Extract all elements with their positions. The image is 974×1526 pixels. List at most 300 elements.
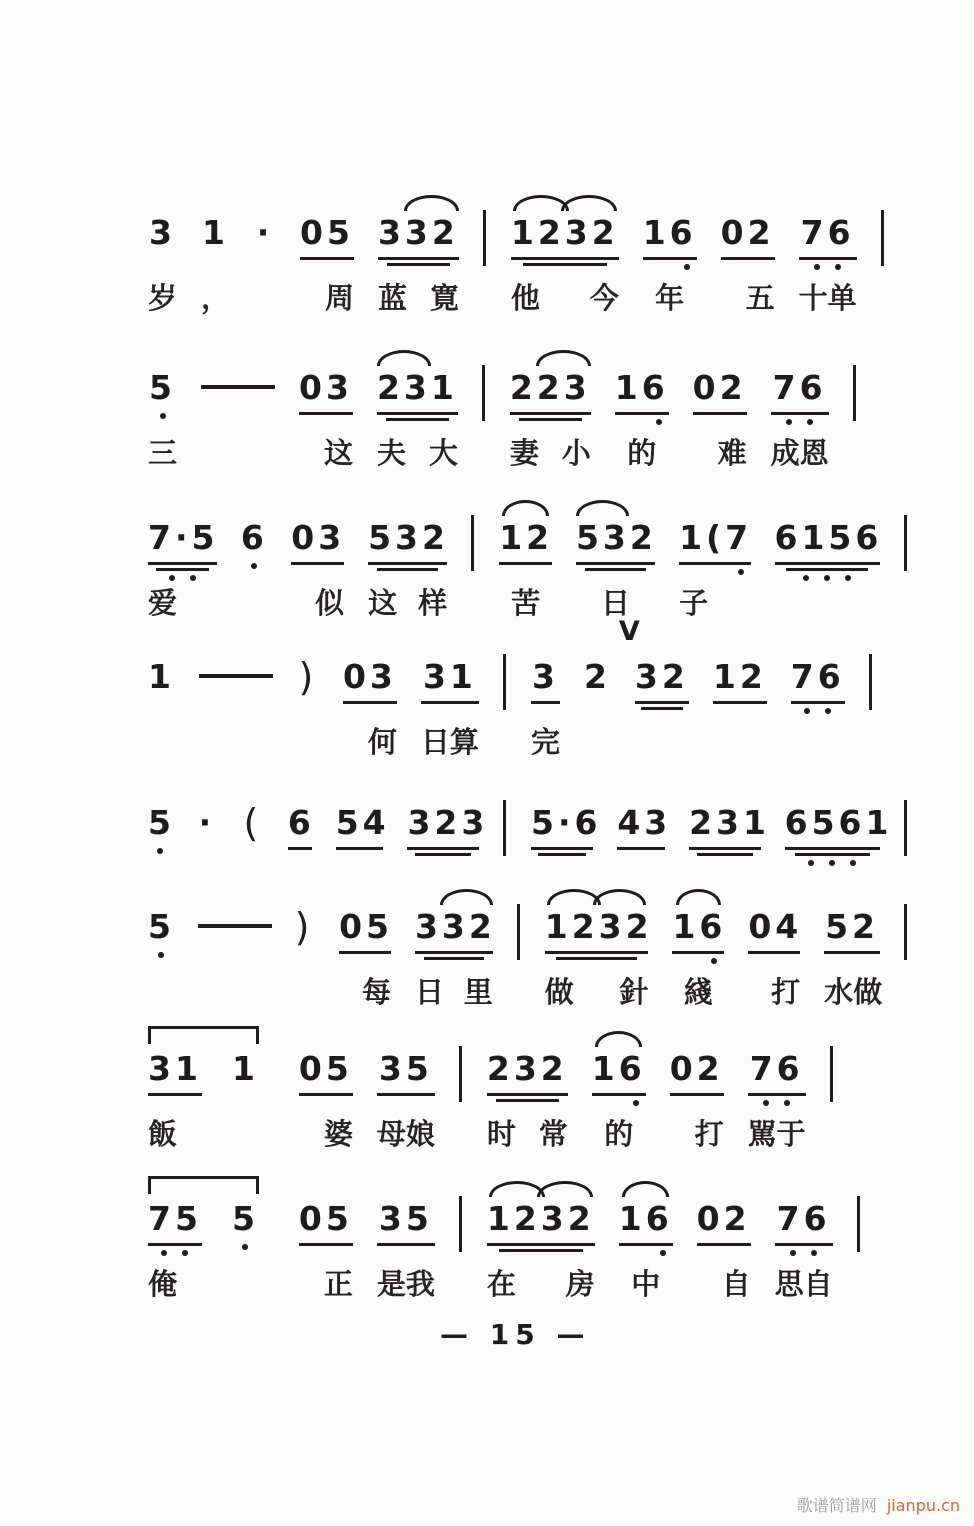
arc-zone: [775, 491, 881, 517]
octave-dot: [803, 575, 809, 581]
octave-dots: [643, 264, 697, 270]
lyric-char: 是: [376, 1267, 406, 1301]
beam-underline: [288, 847, 312, 850]
note-decorations: [531, 844, 593, 866]
beam-underline: [643, 257, 697, 260]
note-decorations: [232, 1240, 259, 1262]
note-digits: 16: [618, 1199, 673, 1238]
note-digits: 31: [422, 657, 477, 696]
arc-zone: [291, 491, 344, 517]
arc-zone: [499, 491, 552, 517]
note-token: [300, 186, 354, 315]
watermark-site-url[interactable]: jianpu.cn: [886, 1496, 960, 1515]
beam-underline: [748, 1093, 806, 1096]
octave-dot: [169, 575, 175, 581]
arc-zone: [511, 186, 619, 212]
note-digits: 5: [148, 803, 175, 842]
bar-cell: [459, 1022, 463, 1102]
note-decorations: [421, 698, 479, 720]
lyric-char: 娘: [405, 1117, 435, 1151]
octave-dot: [804, 708, 810, 714]
octave-dot: [763, 1100, 769, 1106]
note-token: [670, 1022, 724, 1151]
lyric-char: 年: [655, 281, 685, 315]
note-digits: 232: [486, 1049, 568, 1088]
note-decorations: [201, 254, 230, 276]
arc-zone: [148, 1022, 259, 1048]
lyric-char: 房: [565, 1267, 595, 1301]
lyric-text: [721, 281, 775, 315]
lyric-char: 駡: [747, 1117, 777, 1151]
note-digits: 76: [772, 368, 827, 407]
arc-zone: [785, 776, 880, 802]
note-token: [299, 1172, 353, 1301]
duration-dash: [201, 385, 275, 389]
music-system-7: [148, 1022, 908, 1151]
note-token: [748, 1022, 806, 1151]
lyric-char: 三: [148, 436, 178, 470]
note-token: [201, 186, 230, 315]
beam-underline: [336, 847, 384, 850]
beam-underline: [499, 562, 552, 565]
bar-cell: [483, 186, 487, 266]
lyric-text: [670, 1117, 724, 1151]
note-digits: 35: [378, 1199, 433, 1238]
note-decorations: [785, 844, 880, 866]
beam-underline: [377, 1243, 435, 1246]
arc-zone: [643, 186, 697, 212]
lyric-char: ，: [201, 281, 231, 315]
note-decorations: [672, 948, 724, 970]
octave-dot: [161, 1250, 167, 1256]
barline: [482, 365, 485, 421]
note-digits: 05: [339, 907, 394, 946]
lyric-text: [672, 975, 724, 1009]
lyric-char: 他: [510, 281, 540, 315]
lyric-text: [291, 586, 344, 620]
note-digits: 03: [342, 657, 397, 696]
beam-underline: [619, 1243, 673, 1246]
note-digits: 76: [776, 1199, 831, 1238]
note-digits: 43: [617, 803, 672, 842]
lyric-char: 水: [824, 975, 854, 1009]
beam-underline: [538, 853, 587, 856]
arc-zone: [748, 880, 800, 906]
octave-dot: [814, 264, 820, 270]
octave-dot: [825, 708, 831, 714]
beam-underline: [592, 1093, 646, 1096]
note-digits: 532: [368, 518, 449, 557]
octave-dot: [660, 1250, 666, 1256]
note-decorations: [241, 559, 267, 581]
lyric-text: [771, 436, 829, 470]
tie-bracket: [148, 1176, 259, 1194]
lyric-char: 日: [414, 975, 444, 1009]
lyric-char: 这: [323, 436, 353, 470]
octave-dot: [684, 264, 690, 270]
lyric-text: [576, 586, 655, 620]
arc-zone: [584, 630, 611, 656]
beam-underline: [693, 412, 747, 415]
octave-dot: [242, 1244, 248, 1250]
note-token: [619, 1172, 673, 1301]
beam-underline: [519, 418, 582, 421]
lyric-text: [643, 281, 697, 315]
arc-zone: [531, 776, 593, 802]
lyric-text: [511, 281, 619, 315]
note-digits: 7·5: [148, 518, 219, 557]
arc-zone: [592, 1022, 646, 1048]
barline: [881, 210, 884, 266]
dash-cell: [198, 880, 269, 928]
note-token: [148, 1048, 202, 1112]
note-digits: 6: [240, 518, 268, 557]
lyric-text: [299, 1267, 353, 1301]
note-decorations: [635, 698, 689, 720]
octave-dots: [241, 563, 267, 569]
barline: [459, 1196, 462, 1252]
beam-underline: [300, 257, 354, 260]
lyric-text: [531, 725, 560, 759]
octave-dots: [592, 1100, 646, 1106]
beam-underline: [791, 701, 845, 704]
music-system-3: [148, 491, 908, 620]
octave-dot: [811, 1250, 817, 1256]
arc-zone: [201, 186, 230, 212]
arc-zone: [196, 776, 218, 802]
bar-cell: [853, 341, 857, 421]
beam-underline: [785, 847, 880, 850]
tie-bracket: [148, 1026, 259, 1044]
lyric-char: 五: [745, 281, 775, 315]
arc-zone: [576, 491, 655, 517]
octave-dot: [790, 1250, 796, 1256]
note-token: [775, 491, 881, 581]
octave-dot: [738, 569, 744, 575]
octave-dot: [786, 419, 792, 425]
note-decorations: [148, 948, 174, 970]
note-decorations: [713, 698, 767, 720]
arc-zone: [487, 1022, 568, 1048]
note-token: [618, 616, 689, 720]
note-token: [293, 880, 315, 970]
beam-underline: [148, 562, 217, 565]
barline: [904, 800, 907, 856]
lyric-text: [300, 281, 354, 315]
arc-zone: [619, 1172, 673, 1198]
arc-zone: [824, 880, 880, 906]
note-decorations: [415, 948, 493, 970]
note-token: [339, 880, 394, 1009]
bar-cell: [830, 1022, 834, 1102]
note-token: [291, 491, 344, 620]
slur-arc: [593, 889, 647, 905]
beam-underline: [299, 1243, 353, 1246]
octave-dot: [808, 860, 814, 866]
note-digits: 5: [149, 368, 176, 407]
note-decorations: [679, 559, 750, 581]
beam-underline: [556, 957, 637, 960]
note-token: [148, 630, 175, 720]
beam-underline: [299, 412, 353, 415]
note-decorations: [531, 698, 560, 720]
bar-cell: [517, 880, 521, 960]
note-digits: 32: [634, 657, 689, 696]
octave-dots: [775, 575, 881, 581]
note-digits: 223: [509, 368, 591, 407]
beam-underline: [291, 562, 344, 565]
note-decorations: [510, 409, 591, 431]
lyric-text: [487, 1117, 568, 1151]
arc-zone: [487, 1172, 595, 1198]
note-digits: 54: [335, 803, 390, 842]
arc-zone: [721, 186, 775, 212]
lyric-char: 每: [361, 975, 391, 1009]
note-decorations: [407, 844, 479, 866]
lyric-text: [377, 436, 458, 470]
arc-zone: [148, 491, 217, 517]
lyric-char: 日: [420, 725, 450, 759]
bar-cell: [503, 776, 507, 856]
note-token: [576, 491, 655, 620]
arc-zone: [545, 880, 649, 906]
lyric-text: [619, 1267, 673, 1301]
lyric-char: 綫: [683, 975, 713, 1009]
arc-zone: [148, 880, 174, 906]
group-notes-row: [148, 1198, 259, 1262]
beam-underline: [697, 1243, 751, 1246]
note-token: [297, 630, 319, 720]
beam-underline: [487, 1093, 568, 1096]
slur-arc: [537, 1181, 593, 1197]
note-digits: 76: [749, 1049, 804, 1088]
beam-underline: [576, 562, 655, 565]
lyric-char: 做: [853, 975, 883, 1009]
octave-dots: [148, 848, 172, 854]
lyric-text: [748, 1117, 806, 1151]
lyric-char: 这: [368, 586, 398, 620]
beam-underline: [424, 957, 485, 960]
arc-zone: [336, 776, 384, 802]
note-token: [615, 341, 669, 470]
lyric-text: [201, 281, 230, 315]
beam-underline: [617, 847, 665, 850]
arc-zone: [343, 630, 397, 656]
note-decorations: [232, 1090, 259, 1112]
octave-dot: [807, 419, 813, 425]
note-decorations: [576, 559, 655, 581]
note-digits: 1(7: [679, 518, 753, 557]
barline: [904, 904, 907, 960]
note-digits: 52: [825, 907, 880, 946]
beam-underline: [799, 257, 857, 260]
note-digits: 12: [712, 657, 767, 696]
beam-underline: [689, 847, 761, 850]
note-token: [378, 186, 459, 315]
lyric-char: 在: [486, 1267, 516, 1301]
note-token: [771, 341, 829, 470]
lyric-text: [748, 975, 800, 1009]
arc-zone: [368, 491, 447, 517]
bar-cell: [503, 630, 507, 710]
lyric-char: 爱: [148, 586, 178, 620]
arc-zone: [748, 1022, 806, 1048]
note-decorations: [511, 254, 619, 276]
arc-zone: [799, 186, 857, 212]
note-token: [254, 186, 276, 276]
lyric-char: 自: [721, 1267, 751, 1301]
note-decorations: [689, 844, 761, 866]
note-decorations: [748, 1090, 806, 1112]
octave-dot: [251, 563, 257, 569]
note-decorations: [148, 559, 217, 581]
octave-dot: [829, 860, 835, 866]
note-digits: 323: [407, 803, 489, 842]
bar-cell: [904, 776, 908, 856]
note-digits: 05: [300, 213, 354, 252]
slur-arc: [622, 1181, 669, 1197]
lyric-char: 周: [324, 281, 354, 315]
lyric-char: 日: [601, 586, 631, 620]
arc-zone: [148, 186, 177, 212]
octave-dots: [791, 708, 845, 714]
note-token: [531, 630, 560, 759]
note-token: [148, 776, 175, 866]
note-token: [242, 776, 264, 866]
beam-underline: [377, 568, 439, 571]
slur-arc: [595, 1031, 642, 1047]
beam-underline: [697, 853, 753, 856]
note-decorations: [368, 559, 447, 581]
note-token: [377, 1022, 435, 1151]
beam-underline: [713, 701, 767, 704]
lyric-text: [615, 436, 669, 470]
lyric-text: [697, 1267, 751, 1301]
lyric-char: 苦: [511, 586, 541, 620]
note-digits: 03: [299, 368, 353, 407]
note-digits: 6156: [774, 518, 883, 557]
note-digits: 02: [692, 368, 747, 407]
arc-zone: [148, 630, 175, 656]
beam-underline: [672, 951, 724, 954]
lyric-char: 子: [679, 586, 709, 620]
bar-cell: [869, 630, 873, 710]
note-token: [368, 491, 447, 620]
beam-underline: [795, 853, 869, 856]
bar-cell: [471, 491, 475, 571]
lyric-char: 里: [463, 975, 493, 1009]
note-decorations: [799, 254, 857, 276]
note-decorations: [339, 948, 391, 970]
note-decorations: [721, 254, 775, 276]
watermark-site-name: 歌谱简谱网: [796, 1496, 877, 1515]
note-decorations: [148, 254, 177, 276]
octave-dot: [656, 419, 662, 425]
beam-underline: [545, 951, 649, 954]
bar-cell: [881, 186, 885, 266]
note-decorations: [148, 1240, 202, 1262]
lyric-text: [148, 1117, 259, 1151]
lyric-char: 夫: [376, 436, 406, 470]
lyric-char: 恩: [799, 436, 829, 470]
lyric-char: 打: [771, 975, 801, 1009]
beam-underline: [487, 1243, 595, 1246]
lyric-text: [415, 975, 493, 1009]
octave-dot: [824, 575, 830, 581]
slur-arc: [440, 889, 493, 905]
octave-dot: [157, 848, 163, 854]
lyric-text: [510, 436, 591, 470]
note-decorations: [584, 698, 611, 720]
arc-zone: [339, 880, 391, 906]
lyric-text: [339, 975, 391, 1009]
note-decorations: [299, 1090, 353, 1112]
lyric-text: [799, 281, 857, 315]
note-token: [377, 341, 458, 470]
note-token: [487, 1022, 568, 1151]
note-decorations: [487, 1090, 568, 1112]
note-digits: 3: [531, 657, 559, 696]
music-system-8: [148, 1172, 908, 1301]
barline: [857, 1196, 860, 1252]
note-digits: 2: [583, 657, 611, 696]
lyric-text: [299, 436, 353, 470]
lyric-char: 中: [631, 1267, 661, 1301]
beam-underline: [531, 847, 593, 850]
arc-zone: [670, 1022, 724, 1048]
beam-underline: [615, 412, 669, 415]
note-token: [421, 630, 479, 759]
arc-zone: [791, 630, 845, 656]
arc-zone: [617, 776, 665, 802]
lyric-text: [592, 1117, 646, 1151]
octave-dot: [845, 575, 851, 581]
beam-underline: [415, 951, 493, 954]
note-token: [299, 1022, 353, 1151]
lyric-text: [343, 725, 397, 759]
beam-underline: [377, 1093, 435, 1096]
note-digits: 1: [202, 213, 229, 252]
duration-dash: [199, 674, 273, 678]
octave-dots: [785, 860, 880, 866]
music-system-6: [148, 880, 908, 1009]
note-token: [679, 491, 753, 620]
lyric-char: 做: [544, 975, 574, 1009]
slur-arc: [536, 350, 591, 366]
note-decorations: [299, 409, 353, 431]
page-number: — 15 —: [440, 1318, 591, 1351]
note-digits: ·: [198, 803, 216, 842]
note-decorations: [775, 559, 881, 581]
note-decorations: [697, 1240, 751, 1262]
music-system-5: [148, 776, 908, 866]
lyric-text: [775, 1267, 833, 1301]
beam-underline: [585, 568, 647, 571]
arc-zone: [421, 630, 479, 656]
note-digits: 05: [298, 1199, 353, 1238]
note-digits: 6561: [784, 803, 893, 842]
note-digits: 332: [414, 907, 496, 946]
note-decorations: [748, 948, 800, 970]
note-digits: 5: [231, 1199, 259, 1238]
arc-zone: [672, 880, 724, 906]
note-decorations: [617, 844, 665, 866]
note-decorations: [242, 844, 264, 866]
octave-dot: [633, 1100, 639, 1106]
arc-zone: [299, 1172, 353, 1198]
note-digits: 16: [591, 1049, 646, 1088]
barline: [471, 515, 474, 571]
